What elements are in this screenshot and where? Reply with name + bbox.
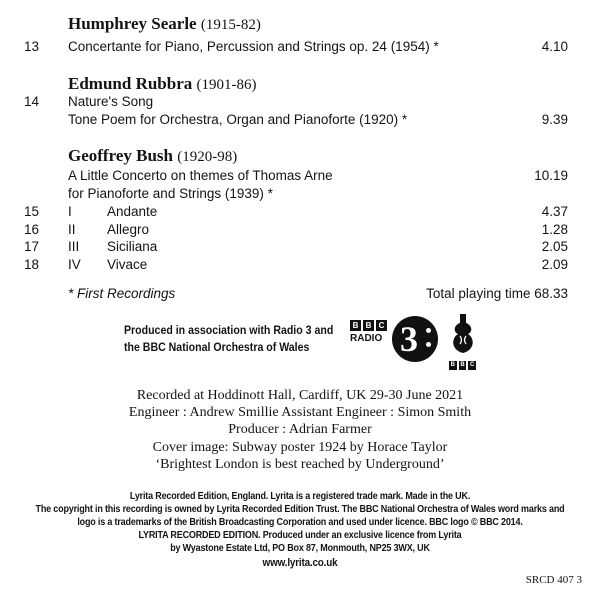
legal-line: The copyright in this recording is owned by Lyrita Recorded Edition Trust. The BBC National Orchestra of Wales word marks and — [35, 504, 565, 515]
composer-heading — [68, 14, 261, 35]
association-line: the BBC National Orchestra of Wales — [124, 342, 310, 354]
total-playing-time: Total playing time 68.33 — [426, 286, 568, 301]
legal-line: LYRITA RECORDED EDITION. Produced under an exclusive licence from Lyrita — [138, 530, 462, 541]
track-number: 17 — [24, 239, 40, 254]
work-duration: 10.19 — [534, 168, 568, 183]
composer-name: Edmund Rubbra — [68, 74, 193, 93]
radio-3-numeral: 3 — [400, 319, 418, 359]
credit-line: ‘Brightest London is best reached by Underground’ — [155, 457, 445, 472]
association-line: Produced in association with Radio 3 and — [124, 325, 334, 337]
bbc-now-cello-logo — [449, 314, 477, 370]
credit-line: Engineer : Andrew Smillie Assistant Engineer : Simon Smith — [128, 405, 472, 420]
composer-heading — [68, 146, 237, 167]
bbc-blocks: B B C — [350, 320, 390, 331]
cello-icon — [449, 314, 477, 354]
radio-3-logo — [392, 316, 438, 362]
movement-name: Vivace — [107, 257, 148, 272]
movement-numeral: II — [68, 222, 76, 237]
track-title: Concertante for Piano, Percussion and Strings op. 24 (1954) * — [68, 39, 439, 54]
credit-line: Producer : Adrian Farmer — [228, 422, 372, 437]
credit-line: Recorded at Hoddinott Hall, Cardiff, UK 29-30 June 2021 — [136, 388, 464, 403]
track-number: 18 — [24, 257, 40, 272]
composer-name: Humphrey Searle — [68, 14, 197, 33]
bbc-small-blocks: B B C — [450, 362, 475, 368]
composer-dates: (1920-98) — [177, 149, 238, 165]
track-duration: 4.10 — [541, 39, 568, 54]
composer-dates: (1901-86) — [196, 77, 257, 93]
composer-name: Geoffrey Bush — [68, 146, 173, 165]
movement-name: Allegro — [107, 222, 150, 237]
track-duration: 9.39 — [541, 112, 568, 127]
website-link[interactable]: www.lyrita.co.uk — [262, 557, 338, 569]
track-subtitle: Tone Poem for Orchestra, Organ and Pianoforte (1920) * — [68, 112, 408, 127]
track-duration: 4.37 — [541, 204, 568, 219]
work-title: A Little Concerto on themes of Thomas Arne — [68, 168, 333, 183]
track-number: 14 — [24, 94, 40, 109]
work-subtitle: for Pianoforte and Strings (1939) * — [68, 186, 273, 201]
movement-numeral: III — [68, 239, 80, 254]
composer-heading — [68, 74, 257, 95]
track-duration: 2.05 — [541, 239, 568, 254]
track-duration: 2.09 — [541, 257, 568, 272]
legal-line: logo is a trademarks of the British Broadcasting Corporation and used under licence. BBC logo © BBC 2014. — [77, 517, 523, 528]
legal-line: Lyrita Recorded Edition, England. Lyrita is a registered trade mark. Made in the UK. — [129, 491, 471, 502]
first-recordings-note: * First Recordings — [68, 286, 176, 301]
credit-line: Cover image: Subway poster 1924 by Horace Taylor — [152, 440, 448, 455]
legal-line: by Wyastone Estate Ltd, PO Box 87, Monmouth, NP25 3WX, UK — [170, 543, 430, 554]
track-number: 13 — [24, 39, 40, 54]
track-duration: 1.28 — [541, 222, 568, 237]
movement-name: Siciliana — [107, 239, 158, 254]
movement-numeral: IV — [68, 257, 81, 272]
bbc-radio-logo — [350, 320, 390, 344]
composer-dates: (1915-82) — [200, 17, 261, 33]
movement-numeral: I — [68, 204, 72, 219]
track-title: Nature's Song — [68, 94, 154, 109]
track-number: 16 — [24, 222, 40, 237]
radio-label: RADIO — [350, 333, 383, 344]
catalog-number: SRCD 407 3 — [525, 574, 582, 586]
movement-name: Andante — [107, 204, 158, 219]
track-number: 15 — [24, 204, 40, 219]
